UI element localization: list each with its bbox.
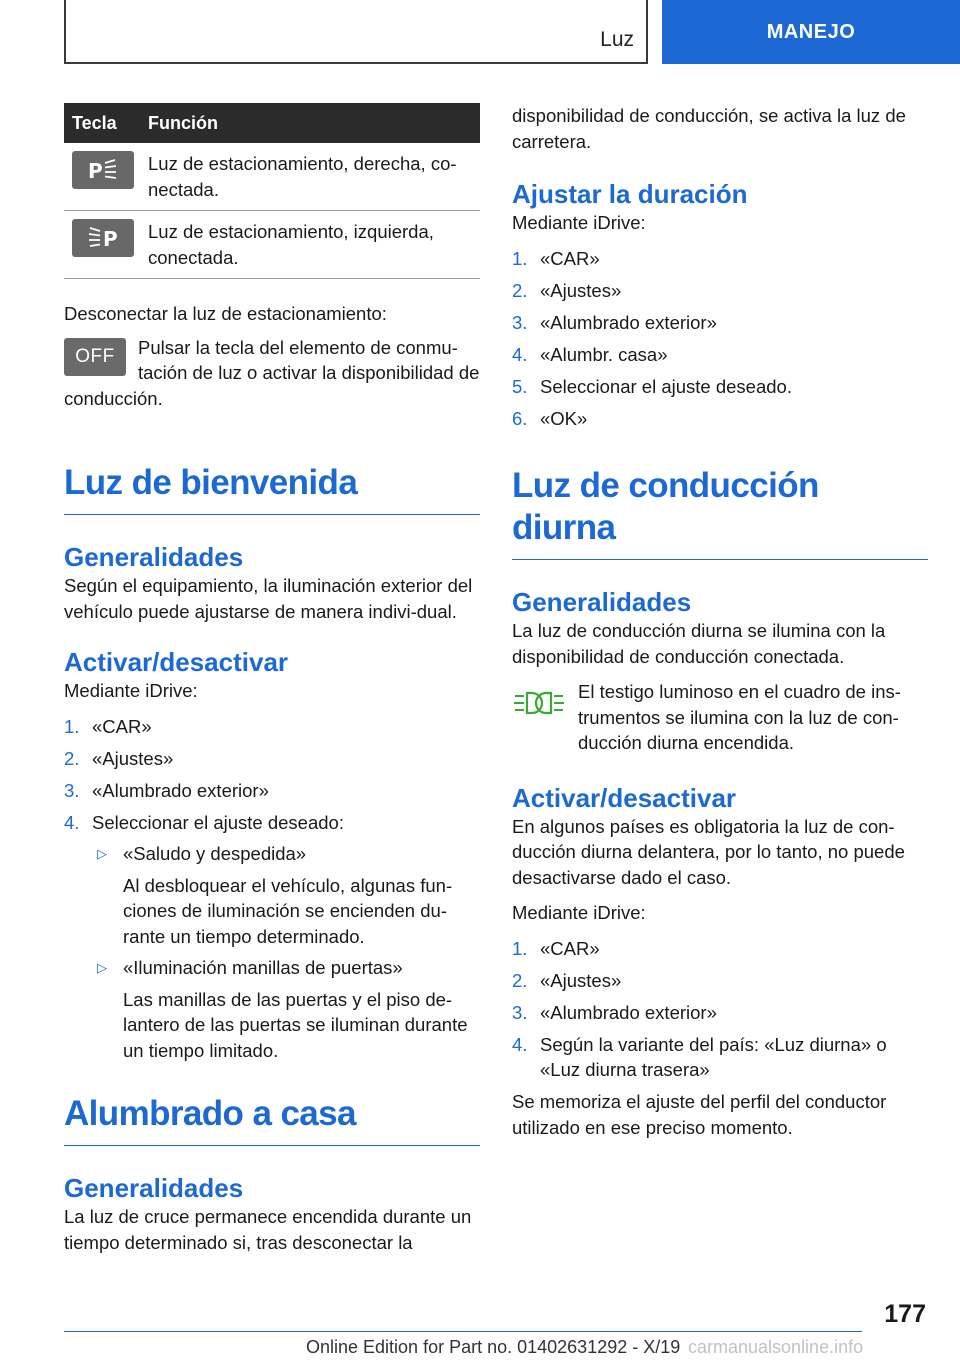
- step-text: «CAR»: [540, 247, 600, 269]
- welcome-general-text: Según el equipamiento, la iluminación exterior del vehículo puede ajustarse de manera indivi-dual.: [64, 575, 473, 622]
- welcome-general-heading: Generalidades: [64, 542, 244, 572]
- drl-via: Mediante iDrive:: [512, 902, 646, 923]
- list-item: [512, 936, 928, 962]
- step-number: 2.: [512, 969, 528, 991]
- step-text: «Alumbrado exterior»: [540, 311, 717, 333]
- table-header-key: Tecla: [64, 103, 140, 143]
- step-text: Seleccionar el ajuste deseado:: [92, 811, 344, 833]
- drl-indicator-text: El testigo luminoso en el cuadro de ins-trumentos se ilumina con la luz de con-ducción diurna encendida.: [578, 681, 901, 753]
- home-light-title: Alumbrado a casa: [64, 1093, 480, 1146]
- step-number: 4.: [512, 343, 528, 365]
- duration-heading: Ajustar la duración: [512, 179, 748, 209]
- duration-steps: [512, 246, 928, 432]
- table-row: [64, 143, 480, 211]
- welcome-via: Mediante iDrive:: [64, 680, 198, 701]
- step-number: 5.: [512, 375, 528, 397]
- step-text: «Alumbrado exterior»: [540, 1001, 717, 1023]
- list-item: [512, 246, 928, 272]
- welcome-light-title: Luz de bienvenida: [64, 462, 480, 515]
- right-column: [512, 103, 928, 1140]
- list-item: [512, 342, 928, 368]
- step-text: «CAR»: [92, 715, 152, 737]
- list-item: [512, 968, 928, 994]
- step-number: 4.: [512, 1033, 528, 1055]
- triangle-bullet-icon: ▷: [97, 960, 107, 975]
- step-number: 4.: [64, 811, 80, 833]
- step-number: 1.: [512, 937, 528, 959]
- chapter-tab[interactable]: MANEJO: [662, 0, 960, 64]
- triangle-bullet-icon: ▷: [97, 846, 107, 861]
- drl-toggle-heading: Activar/desactivar: [512, 782, 737, 813]
- option-description: Al desbloquear el vehículo, algunas fun-ciones de iluminación se encienden du-rante un tiempo determinado.: [123, 874, 453, 947]
- step-text: «CAR»: [540, 937, 600, 959]
- home-general-heading: Generalidades: [64, 1173, 244, 1203]
- step-number: 3.: [64, 779, 80, 801]
- welcome-toggle-heading: Activar/desactivar: [64, 647, 289, 677]
- step-number: 6.: [512, 407, 528, 429]
- list-item: [64, 778, 480, 804]
- list-item: [512, 1000, 928, 1026]
- list-item: [512, 406, 928, 432]
- list-item: [512, 374, 928, 400]
- welcome-steps: [64, 714, 480, 1064]
- list-item: [512, 278, 928, 304]
- drl-title: Luz de conducción diurna: [512, 465, 928, 560]
- edition-text: Online Edition for Part no. 01402631292 - X/19: [306, 1337, 681, 1357]
- drl-steps: [512, 936, 928, 1083]
- parking-light-left-icon: [72, 219, 134, 257]
- step-text: Según la variante del país: «Luz diurna» o «Luz diurna trasera»: [540, 1033, 887, 1080]
- disconnect-intro: Desconectar la luz de estacionamiento:: [64, 303, 387, 324]
- list-item: [512, 310, 928, 336]
- option-label: «Saludo y despedida»: [123, 843, 307, 864]
- table-cell-function: Luz de estacionamiento, derecha, co-nectada.: [140, 143, 480, 211]
- step-text: Seleccionar el ajuste deseado.: [540, 375, 792, 397]
- daytime-running-light-icon: [512, 683, 566, 723]
- option-item: [92, 841, 480, 949]
- continued-text: disponibilidad de conducción, se activa la luz de carretera.: [512, 105, 906, 152]
- key-function-table: [64, 103, 480, 279]
- table-cell-function: Luz de estacionamiento, izquierda, conectada.: [140, 211, 480, 279]
- table-cell-icon: [64, 143, 140, 211]
- option-label: «Iluminación manillas de puertas»: [123, 957, 403, 978]
- step-number: 1.: [512, 247, 528, 269]
- drl-general-heading: Generalidades: [512, 587, 692, 617]
- step-number: 1.: [64, 715, 80, 737]
- step-number: 2.: [512, 279, 528, 301]
- table-cell-icon: [64, 211, 140, 279]
- option-item: [92, 955, 480, 1063]
- step-text: «OK»: [540, 407, 588, 429]
- step-number: 2.: [64, 747, 80, 769]
- parking-light-right-icon: [72, 151, 134, 189]
- option-description: Las manillas de las puertas y el piso de-lantero de las puertas se iluminan durante un tiempo limitado.: [123, 988, 468, 1061]
- footer-divider: [64, 1331, 862, 1332]
- table-header-function: Función: [140, 103, 480, 143]
- option-list: [92, 841, 480, 1063]
- disconnect-text: Pulsar la tecla del elemento de conmu-tación de luz o activar la disponibilidad de conducción.: [64, 336, 480, 409]
- step-number: 3.: [512, 311, 528, 333]
- svg-text:P: P: [88, 159, 103, 181]
- drl-closing-text: Se memoriza el ajuste del perfil del conductor utilizado en ese preciso momento.: [512, 1091, 887, 1138]
- drl-toggle-text: En algunos países es obligatoria la luz de con-ducción diurna delantera, por lo tanto, no puede desactivarse dado el caso.: [512, 815, 905, 888]
- step-number: 3.: [512, 1001, 528, 1023]
- off-key-icon: OFF: [64, 338, 126, 376]
- list-item: [64, 810, 480, 1064]
- left-column: [64, 103, 480, 1255]
- home-general-text: La luz de cruce permanece encendida durante un tiempo determinado si, tras desconectar la: [64, 1206, 472, 1253]
- table-header-row: [64, 103, 480, 143]
- svg-text:P: P: [103, 227, 118, 249]
- disconnect-block: [64, 335, 480, 412]
- page-number: 177: [884, 1300, 926, 1328]
- table-row: [64, 211, 480, 279]
- step-text: «Alumbr. casa»: [540, 343, 668, 365]
- step-text: «Ajustes»: [540, 279, 622, 301]
- duration-via: Mediante iDrive:: [512, 212, 646, 233]
- drl-indicator-block: [512, 679, 928, 756]
- list-item: [512, 1032, 928, 1083]
- list-item: [64, 746, 480, 772]
- list-item: [64, 714, 480, 740]
- drl-general-text: La luz de conducción diurna se ilumina con la disponibilidad de conducción conectada.: [512, 620, 886, 667]
- step-text: «Alumbrado exterior»: [92, 779, 269, 801]
- step-text: «Ajustes»: [540, 969, 622, 991]
- header-section-box: [64, 0, 648, 64]
- step-text: «Ajustes»: [92, 747, 174, 769]
- section-title: Luz: [600, 28, 634, 51]
- watermark: carmanualsonline.info: [688, 1337, 864, 1357]
